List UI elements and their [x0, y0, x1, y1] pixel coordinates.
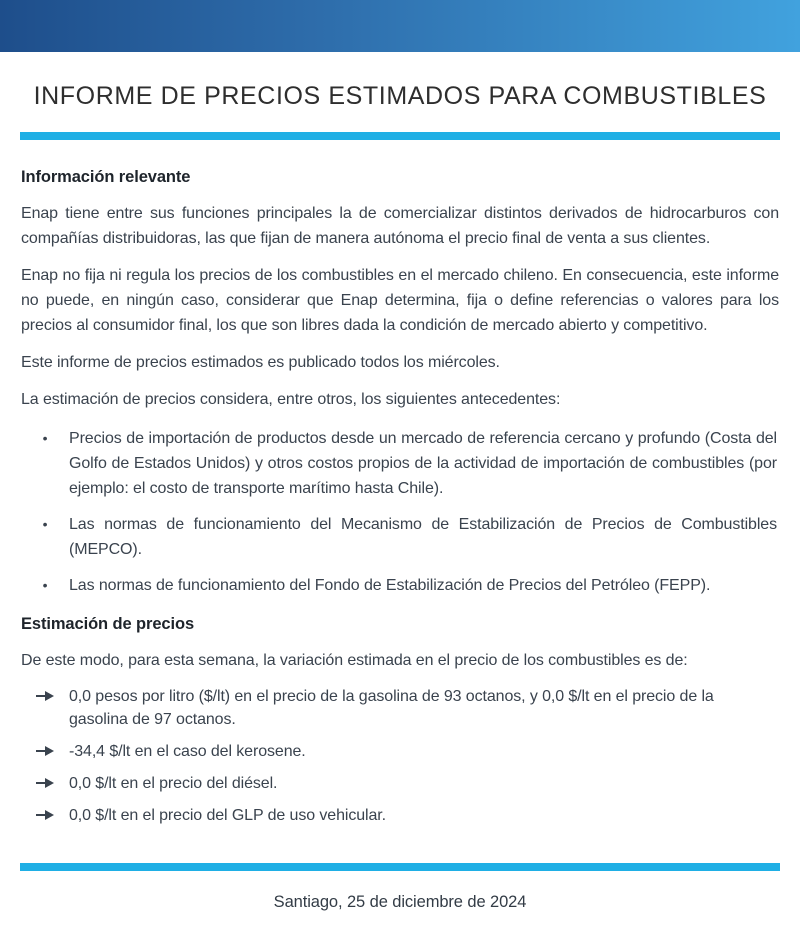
list-item — [21, 740, 779, 763]
section-heading-price-estimation: Estimación de precios — [21, 615, 195, 633]
right-arrow-icon — [21, 740, 69, 763]
paragraph-publication-day: Este informe de precios estimados es publicado todos los miércoles. — [21, 354, 500, 371]
bullet-dot-icon: • — [42, 430, 48, 446]
right-arrow-icon — [21, 772, 69, 795]
bottom-divider-bar — [20, 863, 780, 871]
right-arrow-icon — [21, 804, 69, 827]
paragraph-enap-functions: Enap tiene entre sus funciones principales la de comercializar distintos derivados de hidrocarburos con compañías distribuidoras, las que fijan de manera autónoma el precio final de venta a sus clientes. — [21, 205, 779, 247]
paragraph-estimation-intro: De este modo, para esta semana, la variación estimada en el precio de los combustibles es de: — [21, 652, 688, 669]
page-title: INFORME DE PRECIOS ESTIMADOS PARA COMBUSTIBLES — [33, 82, 767, 110]
section-heading-relevant-info: Información relevante — [21, 168, 191, 186]
list-item — [21, 772, 779, 795]
list-item — [21, 573, 779, 598]
top-divider-bar — [20, 132, 780, 140]
price-item-gasoline: 0,0 pesos por litro ($/lt) en el precio de la gasolina de 93 octanos, y 0,0 $/lt en el precio de la gasolina de 97 octanos. — [69, 688, 714, 728]
list-item — [21, 512, 779, 562]
bullet-item-fepp: Las normas de funcionamiento del Fondo de Estabilización de Precios del Petróleo (FEPP). — [69, 577, 711, 594]
price-variation-list — [21, 685, 779, 827]
bullet-item-import-prices: Precios de importación de productos desde un mercado de referencia cercano y profundo (Costa del Golfo de Estados Unidos) y otros costos propios de la actividad de importación de combustibles (por ejemplo: el costo de transporte marítimo hasta Chile). — [69, 430, 777, 497]
list-item — [21, 426, 779, 501]
list-item — [21, 685, 779, 731]
price-item-glp: 0,0 $/lt en el precio del GLP de uso vehicular. — [69, 807, 386, 824]
list-item — [21, 804, 779, 827]
price-item-diesel: 0,0 $/lt en el precio del diésel. — [69, 775, 278, 792]
header-banner — [0, 0, 800, 52]
price-item-kerosene: -34,4 $/lt en el caso del kerosene. — [69, 743, 306, 760]
bullet-dot-icon: • — [42, 516, 48, 532]
report-footer — [0, 863, 800, 933]
antecedents-bullet-list — [21, 426, 779, 598]
bullet-dot-icon: • — [42, 577, 48, 593]
paragraph-enap-disclaimer: Enap no fija ni regula los precios de los combustibles en el mercado chileno. En consecuencia, este informe no puede, en ningún caso, considerar que Enap determina, fija o define referencias o valores para los precios al consumidor final, los que son libres dada la condición de mercado abierto y competitivo. — [21, 267, 779, 334]
paragraph-estimation-basis: La estimación de precios considera, entre otros, los siguientes antecedentes: — [21, 391, 561, 408]
bullet-item-mepco: Las normas de funcionamiento del Mecanismo de Estabilización de Precios de Combustibles (MEPCO). — [69, 516, 777, 558]
report-date: Santiago, 25 de diciembre de 2024 — [273, 893, 527, 911]
right-arrow-icon — [21, 685, 69, 731]
report-body — [21, 165, 779, 827]
